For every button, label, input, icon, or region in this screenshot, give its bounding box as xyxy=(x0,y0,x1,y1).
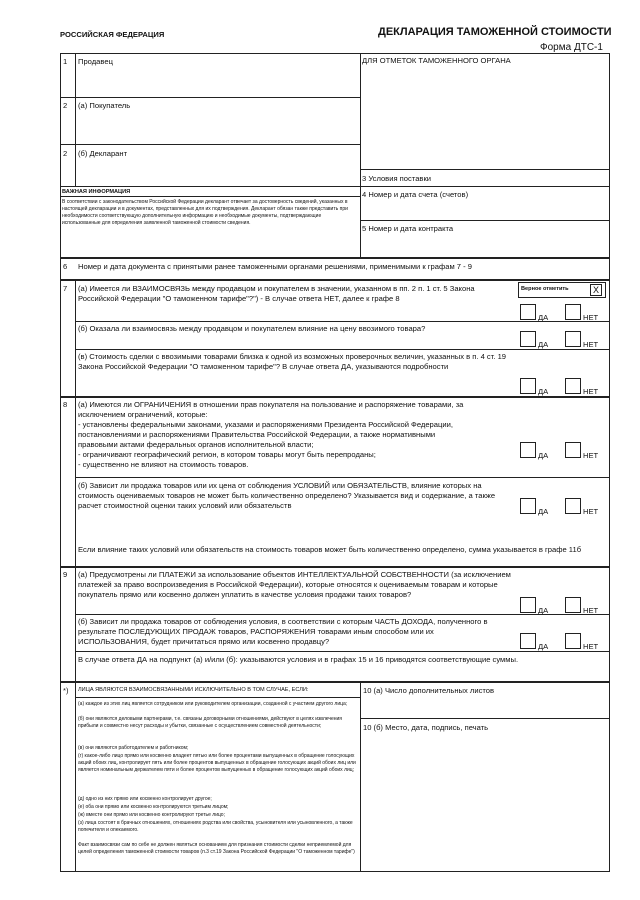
seller-num-divider xyxy=(75,53,76,97)
seller-number: 1 xyxy=(63,57,68,66)
s9b-no-checkbox[interactable] xyxy=(565,633,581,649)
bottom-num-divider xyxy=(75,682,76,872)
s8a-no-label: НЕТ xyxy=(583,451,599,460)
s8a-line-6: - ограничивают географический регион, в котором товары могут быть перепроданы; xyxy=(78,450,376,459)
buyer-label: (а) Покупатель xyxy=(78,101,131,110)
related-note-4: (г) какое-либо лицо прямо или косвенно владеет пятью или более процентами выпущенных в обращение голосующих акций обоих лиц, контролирует пять или более процентов выпущенных в обращение голосующих акций обоих лиц или является номинальным держателем пяти и более процентов выпущенных в обращение голосующих акций обоих лиц; xyxy=(78,753,356,773)
s7c-no-label: НЕТ xyxy=(583,387,599,396)
s9a-question: (а) Предусмотрены ли ПЛАТЕЖИ за использование объектов ИНТЕЛЛЕКТУАЛЬНОЙ СОБСТВЕННОСТИ (за исключением платежей за право воспроизведения в Российской Федерации), которые относятся к оцениваемым товарам и которые покупатель прямо или косвенно должен уплатить в качестве условия продажи таких товаров? xyxy=(78,570,511,599)
s7-num-divider xyxy=(75,280,76,397)
declarant-box-bottom xyxy=(60,186,360,187)
related-note-7: (ж) вместе они прямо или косвенно контролируют третье лицо; xyxy=(78,812,225,818)
s9a-yes-label: ДА xyxy=(538,606,549,615)
s9-num-divider xyxy=(75,567,76,682)
buyer-box-bottom xyxy=(60,144,360,145)
s7c-question: (в) Стоимость сделки с ввозимыми товарами близка к одной из возможных проверочных величин, указанных в п. 4 ст. 19 Закона Российской Федерации "О таможенном тарифе"? В случае ответа ДА, указываются подробности xyxy=(78,352,507,371)
related-note-1: (а) каждое из этих лиц является сотрудником или руководителем организации, созданной с участием другого лица; xyxy=(78,701,348,707)
s8a-yes-checkbox[interactable] xyxy=(520,442,536,458)
s9-number: 9 xyxy=(63,570,68,579)
s8b-question: (б) Зависит ли продажа товаров или их цена от соблюдения УСЛОВИЙ или ОБЯЗАТЕЛЬСТВ, влияние которых на стоимость оцениваемых товаров не может быть количественно определено? Указывается вид и содержание, а также расчет стоимостной оценки таких условий или обязательств xyxy=(78,481,496,510)
related-note-3: (в) они являются работодателем и работником; xyxy=(78,745,189,751)
s9b-yes-label: ДА xyxy=(538,642,549,651)
related-persons-title: ЛИЦА ЯВЛЯЮТСЯ ВЗАИМОСВЯЗАННЫМИ ИСКЛЮЧИТЕЛЬНО В ТОМ СЛУЧАЕ, ЕСЛИ: xyxy=(78,687,309,693)
s7-number: 7 xyxy=(63,284,68,293)
related-note-2: (б) они являются деловыми партнерами, т.е. связаны договорными отношениями, действуют в целях извлечения прибыли и совместно несут расходы и убытки, связанные с осуществлением совместной деятельности; xyxy=(78,716,343,729)
s8a-line-3: - установлены федеральными законами, указами и распоряжениями Президента Российской Федерации, xyxy=(78,420,453,429)
customs-marks-label: ДЛЯ ОТМЕТОК ТАМОЖЕННОГО ОРГАНА xyxy=(362,56,511,65)
s7b-yes-checkbox[interactable] xyxy=(520,331,536,347)
extra-sheets-label: 10 (а) Число дополнительных листов xyxy=(363,686,495,695)
mark-x-example: X xyxy=(590,284,602,296)
s7a-no-checkbox[interactable] xyxy=(565,304,581,320)
s7c-yes-label: ДА xyxy=(538,387,549,396)
important-title-rule xyxy=(60,196,360,197)
declarant-label: (б) Декларант xyxy=(78,149,128,158)
s7b-rule xyxy=(75,321,610,322)
s7b-no-checkbox[interactable] xyxy=(565,331,581,347)
top-divider xyxy=(360,53,361,258)
s8b-no-checkbox[interactable] xyxy=(565,498,581,514)
s7a-yes-label: ДА xyxy=(538,313,549,322)
s8-num-divider xyxy=(75,397,76,567)
contract-label: 5 Номер и дата контракта xyxy=(362,224,454,233)
s7b-no-label: НЕТ xyxy=(583,340,599,349)
footnote-star: *) xyxy=(63,686,69,695)
s7a-no-label: НЕТ xyxy=(583,313,599,322)
s7c-yes-checkbox[interactable] xyxy=(520,378,536,394)
buyer-num-divider xyxy=(75,97,76,144)
s9b-rule xyxy=(75,614,610,615)
bottom-center-divider xyxy=(360,682,361,872)
signature-label: 10 (б) Место, дата, подпись, печать xyxy=(363,723,489,732)
s9b-question: (б) Зависит ли продажа товаров от соблюдения условия, в соответствии с которым ЧАСТЬ ДОХОДА, полученного в результате ПОСЛЕДУЮЩИХ ПРОДАЖ товаров, РАСПОРЯЖЕНИЯ товарами иным способом или их ИСПОЛЬЗОВАНИЯ, будет причитаться прямо или косвенно продавцу? xyxy=(78,617,488,646)
invoice-bottom xyxy=(360,220,610,221)
related-note-9: Факт взаимосвязи сам по себе не должен являться основанием для признания стоимости сделки неприемлемой для целей определения таможенной стоимости товаров (п.3 ст.19 Закона Российской Федерации "О таможенном тарифе") xyxy=(78,842,355,855)
s8a-line-1: (а) Имеются ли ОГРАНИЧЕНИЯ в отношении прав покупателя на пользование и распоряжение товарами, за xyxy=(78,400,464,409)
country-label: РОССИЙСКАЯ ФЕДЕРАЦИЯ xyxy=(60,30,165,39)
s8a-yes-label: ДА xyxy=(538,451,549,460)
s8a-no-checkbox[interactable] xyxy=(565,442,581,458)
s7a-question: (а) Имеется ли ВЗАИМОСВЯЗЬ между продавцом и покупателем в значении, указанном в пп. 2 п. 1 ст. 5 Закона Российской Федерации "О таможенном тарифе"?") - В случае ответа НЕТ, далее к графе 8 xyxy=(78,284,475,303)
s7b-question: (б) Оказала ли взаимосвязь между продавцом и покупателем влияние на цену ввозимого товара? xyxy=(78,324,426,333)
customs-marks-bottom xyxy=(360,169,610,170)
declarant-num-divider xyxy=(75,144,76,186)
delivery-terms-bottom xyxy=(360,186,610,187)
declarant-number: 2 xyxy=(63,149,68,158)
s7c-no-checkbox[interactable] xyxy=(565,378,581,394)
s6-number: 6 xyxy=(63,262,68,271)
s8a-line-2: исключением ограничений, которые: xyxy=(78,410,208,419)
s8-number: 8 xyxy=(63,400,68,409)
s8-footer: Если влияние таких условий или обязательств на стоимость товаров может быть количественно определено, сумма указывается в графе 11б xyxy=(78,545,582,554)
top-section xyxy=(60,53,610,258)
seller-box-bottom xyxy=(60,97,360,98)
s9a-no-checkbox[interactable] xyxy=(565,597,581,613)
s8b-yes-label: ДА xyxy=(538,507,549,516)
extra-sheets-bottom xyxy=(360,718,610,719)
related-note-6: (е) оба они прямо или косвенно контролируются третьим лицом; xyxy=(78,804,229,810)
s8a-line-7: - существенно не влияют на стоимость товаров. xyxy=(78,460,249,469)
s9-footer-rule xyxy=(75,651,610,652)
s7a-yes-checkbox[interactable] xyxy=(520,304,536,320)
mark-correct-label: Верное отметить xyxy=(521,286,569,292)
form-number: Форма ДТС-1 xyxy=(540,42,603,53)
seller-label: Продавец xyxy=(78,57,113,66)
s8a-line-4: постановлениями и распоряжениями Правительства Российской Федерации, а также нормативными xyxy=(78,430,436,439)
s9a-no-label: НЕТ xyxy=(583,606,599,615)
s9b-yes-checkbox[interactable] xyxy=(520,633,536,649)
important-info-text: В соответствии с законодательством Российской Федерации декларант отвечает за достоверность сведений, указанных в настоящей декларации и в документах, представленных для их подтверждения. Декларант обязан также представить при необходимости соответствующую дополнительную информацию и необходимые документы, подтверждающие использованные для определения заявленной таможенной стоимости сведения. xyxy=(62,199,348,226)
delivery-terms-label: 3 Условия поставки xyxy=(362,174,432,183)
s8a-line-5: правовыми актами федеральных органов исполнительной власти; xyxy=(78,440,314,449)
s9-footer: В случае ответа ДА на подпункт (а) и/или (б): указываются условия и в графах 15 и 16 приводятся соответствующие суммы. xyxy=(78,655,519,664)
related-note-8: (з) лица состоят в брачных отношениях, отношениях родства или свойства, усыновителя или усыновленного, а также попечителя и опекаемого. xyxy=(78,820,353,833)
important-info-title: ВАЖНАЯ ИНФОРМАЦИЯ xyxy=(62,189,131,195)
form-title: ДЕКЛАРАЦИЯ ТАМОЖЕННОЙ СТОИМОСТИ xyxy=(378,26,612,38)
s8b-yes-checkbox[interactable] xyxy=(520,498,536,514)
invoice-label: 4 Номер и дата счета (счетов) xyxy=(362,190,469,199)
s9a-yes-checkbox[interactable] xyxy=(520,597,536,613)
related-title-rule xyxy=(75,697,360,698)
s7c-rule xyxy=(75,349,610,350)
related-note-5: (д) одно из них прямо или косвенно контролирует другое; xyxy=(78,796,212,802)
s8b-rule xyxy=(75,477,610,478)
s6-text: Номер и дата документа с принятыми ранее таможенными органами решениями, применимыми к графам 7 - 9 xyxy=(78,262,472,271)
s8b-no-label: НЕТ xyxy=(583,507,599,516)
s9b-no-label: НЕТ xyxy=(583,642,599,651)
s7b-yes-label: ДА xyxy=(538,340,549,349)
buyer-number: 2 xyxy=(63,101,68,110)
